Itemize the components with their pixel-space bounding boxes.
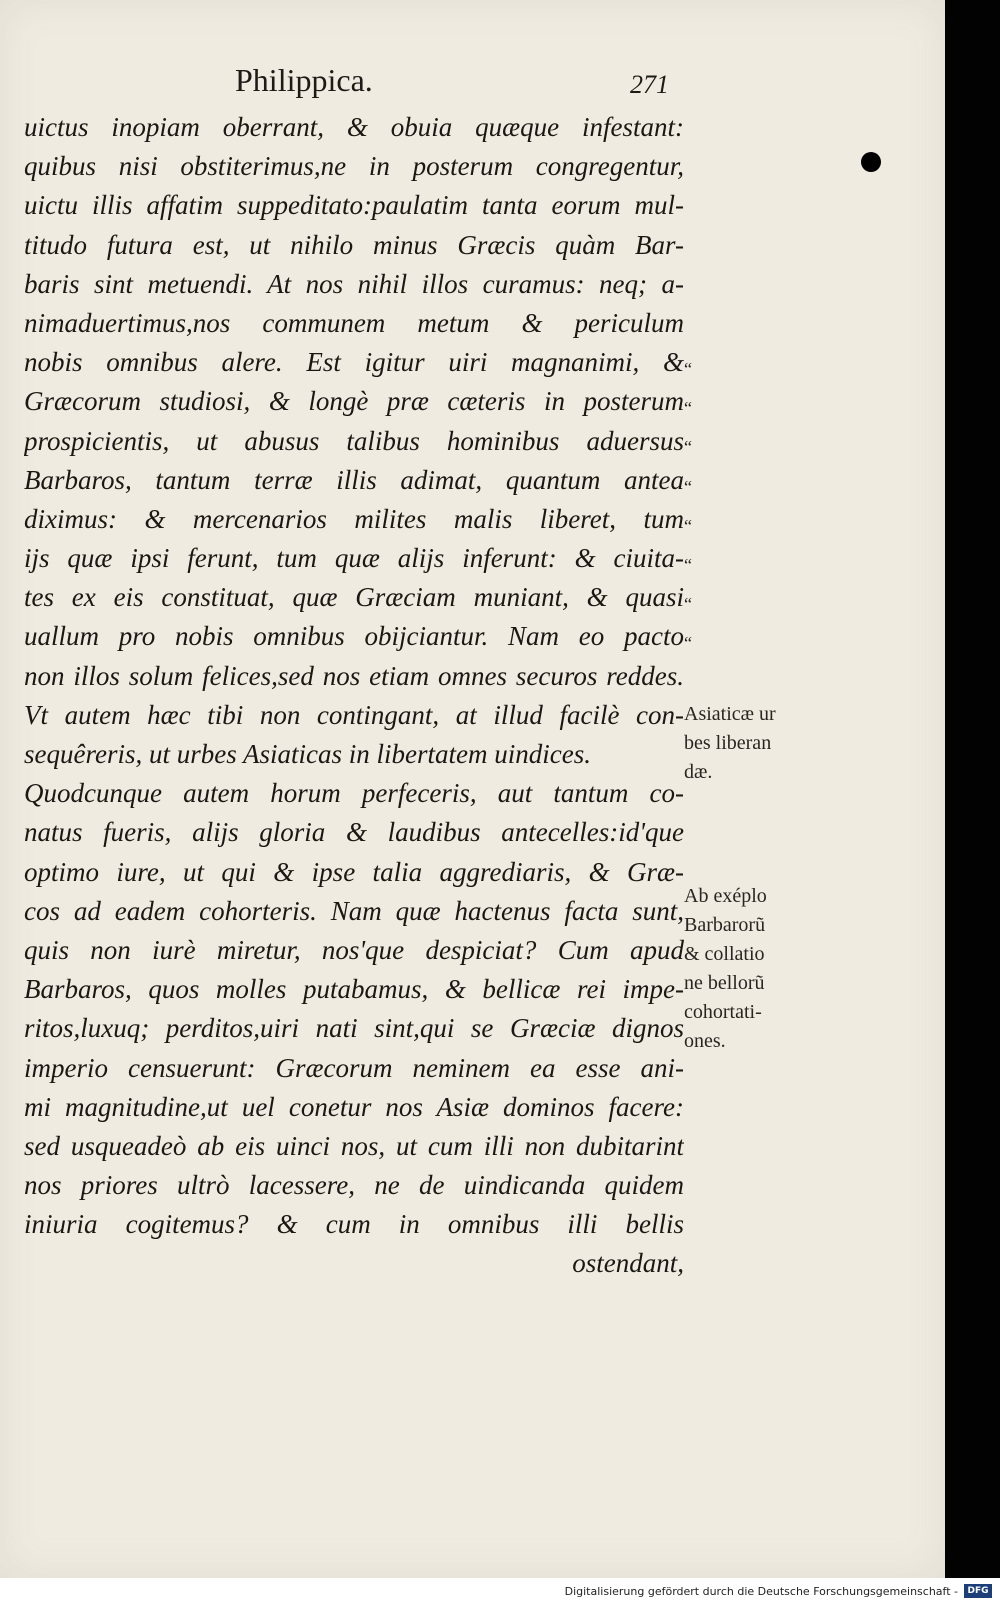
dfg-logo: DFG [964, 1584, 992, 1598]
text-line: diximus: & mercenarios milites malis liberet, tum [24, 503, 684, 534]
text-line: uictu illis affatim suppeditato:paulatim tanta eorum mul- [24, 190, 684, 221]
text-line: Barbaros, quos molles putabamus, & bellicæ rei impe- [24, 974, 684, 1005]
margin-note-line: & collatio [684, 943, 765, 965]
text-line: titudo futura est, ut nihilo minus Græcis quàm Bar- [24, 229, 684, 260]
quotation-marks-column [684, 350, 708, 664]
scan-border [945, 0, 1000, 1578]
quote-mark: “ [684, 476, 692, 497]
quote-mark: “ [684, 594, 692, 615]
running-title: Philippica. [235, 62, 373, 98]
margin-note-line: Ab exéplo [684, 885, 767, 907]
margin-note-line: cohortati- [684, 1001, 762, 1023]
text-line: Vt autem hæc tibi non contingant, at illud facilè con- [24, 699, 684, 730]
text-line: sed usqueadeò ab eis uinci nos, ut cum illi non dubitarint [24, 1130, 684, 1161]
margin-note-asiatic-cities [684, 700, 824, 787]
text-line: natus fueris, alijs gloria & laudibus antecelles:id'que [24, 817, 684, 848]
text-line: non illos solum felices,sed nos etiam omnes securos reddes. [24, 660, 684, 691]
text-line: iniuria cogitemus? & cum in omnibus illi bellis [24, 1209, 684, 1240]
quote-mark: “ [684, 515, 692, 536]
quote-mark: “ [684, 633, 692, 654]
margin-note-line: Barbarorũ [684, 914, 766, 936]
text-line: quibus nisi obstiterimus,ne in posterum congregentur, [24, 151, 684, 182]
text-line: Græcorum studiosi, & longè præ cæteris in posterum [24, 386, 684, 417]
text-line: quis non iurè miretur, nos'que despiciat? Cum apud [24, 934, 684, 965]
text-line: baris sint metuendi. At nos nihil illos curamus: neq; a- [24, 268, 684, 299]
margin-note-line: Asiaticæ ur [684, 703, 776, 725]
text-line: sequêreris, ut urbes Asiaticas in libertatem uindices. [24, 739, 591, 769]
text-line: nos priores ultrò lacessere, ne de uindicanda quidem [24, 1170, 684, 1201]
text-line: imperio censuerunt: Græcorum neminem ea esse ani- [24, 1052, 684, 1083]
quote-mark: “ [684, 437, 692, 458]
main-text [24, 108, 684, 1284]
text-line: ritos,luxuq; perditos,uiri nati sint,qui se Græciæ dignos [24, 1013, 684, 1044]
quote-mark: “ [684, 359, 692, 379]
text-line: prospicientis, ut abusus talibus hominibus aduersus [24, 425, 684, 456]
margin-note-example-barbarians [684, 882, 824, 1056]
margin-note-line: dæ. [684, 761, 713, 783]
text-line: uallum pro nobis omnibus obijciantur. Nam eo pacto [24, 621, 684, 652]
quote-mark: “ [684, 398, 692, 419]
text-line: uictus inopiam oberrant, & obuia quæque infestant: [24, 112, 684, 142]
margin-note-line: ne bellorũ [684, 972, 765, 994]
footer-bar [0, 1578, 1000, 1609]
text-line: mi magnitudine,ut uel conetur nos Asiæ dominos facere: [24, 1091, 684, 1122]
text-line: nimaduertimus,nos communem metum & periculum [24, 307, 684, 338]
catchword: ostendant, [572, 1248, 684, 1279]
text-line: cos ad eadem cohorteris. Nam quæ hactenus facta sunt, [24, 895, 684, 926]
text-line: optimo iure, ut qui & ipse talia aggrediaris, & Græ- [24, 856, 684, 887]
text-line: Quodcunque autem horum perfeceris, aut tantum co- [24, 778, 684, 809]
page-number: 271 [630, 70, 669, 99]
funding-credit: Digitalisierung gefördert durch die Deutsche Forschungsgemeinschaft - [564, 1585, 958, 1598]
text-line: nobis omnibus alere. Est igitur uiri magnanimi, & [24, 347, 684, 378]
margin-note-line: ones. [684, 1030, 726, 1052]
text-line: ijs quæ ipsi ferunt, tum quæ alijs inferunt: & ciuita- [24, 543, 684, 574]
margin-note-line: bes liberan [684, 732, 772, 754]
ink-dot [861, 152, 881, 172]
text-line: tes ex eis constituat, quæ Græciam muniant, & quasi [24, 582, 684, 613]
quote-mark: “ [684, 554, 692, 575]
text-line: Barbaros, tantum terræ illis adimat, quantum antea [24, 464, 684, 495]
